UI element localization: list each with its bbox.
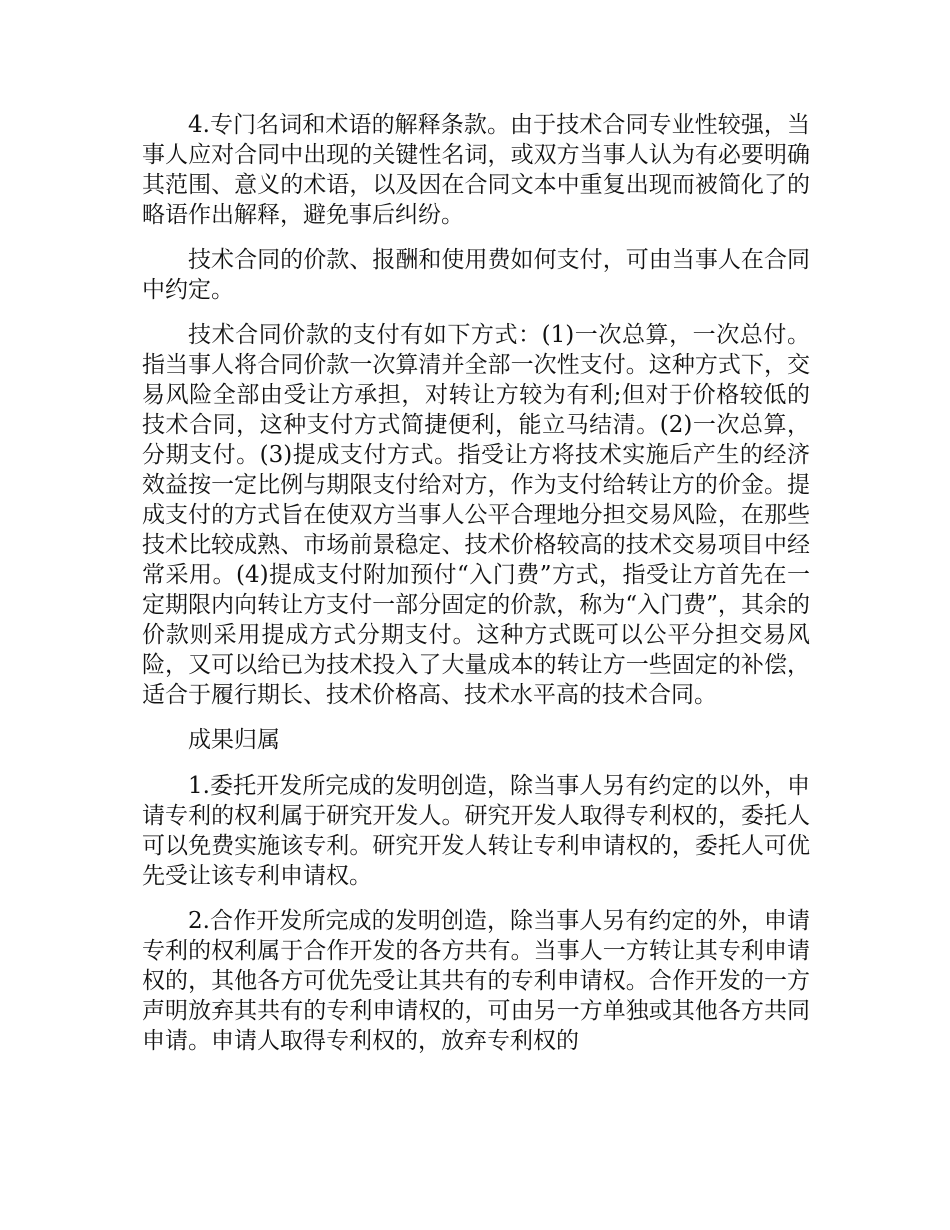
paragraph-payment-methods: 技术合同价款的支付有如下方式：(1)一次总算，一次总付。指当事人将合同价款一次算清并全部一次性支付。这种方式下，交易风险全部由受让方承担，对转让方较为有利;但对于价格较低的技术合同，这种支付方式简捷便利，能立马结清。(2)一次总算，分期支付。(3)提成支付方式。指受让方将技术实施后产生的经济效益按一定比例与期限支付给对方，作为支付给转让方的价金。提成支付的方式旨在使双方当事人公平合理地分担交易风险，在那些技术比较成熟、市场前景稳定、技术价格较高的技术交易项目中经常采用。(4)提成支付附加预付“入门费”方式，指受让方首先在一定期限内向转让方支付一部分固定的价款，称为“入门费”，其余的价款则采用提成方式分期支付。这种方式既可以公平分担交易风险，又可以给已为技术投入了大量成本的转让方一些固定的补偿，适合于履行期长、技术价格高、技术水平高的技术合同。: [142, 322, 810, 708]
paragraph-cooperative-development: 2.合作开发所完成的发明创造，除当事人另有约定的外，申请专利的权利属于合作开发的各方共有。当事人一方转让其专利申请权的，其他各方可优先受让其共有的专利申请权。合作开发的一方声明放弃其共有的专利申请权的，可由另一方单独或其他各方共同申请。申请人取得专利权的，放弃专利权的: [142, 908, 810, 1054]
section-heading-ownership: 成果归属: [188, 727, 280, 753]
document-body: [142, 110, 810, 1071]
paragraph-term-definitions: 4.专门名词和术语的解释条款。由于技术合同专业性较强，当事人应对合同中出现的关键性名词，或双方当事人认为有必要明确其范围、意义的术语，以及因在合同文本中重复出现而被简化了的略语作出解释，避免事后纠纷。: [142, 112, 810, 228]
paragraph-payment-agreement: 技术合同的价款、报酬和使用费如何支付，可由当事人在合同中约定。: [142, 247, 810, 303]
paragraph-commissioned-development: 1.委托开发所完成的发明创造，除当事人另有约定的以外，申请专利的权利属于研究开发人。研究开发人取得专利权的，委托人可以免费实施该专利。研究开发人转让专利申请权的，委托人可优先受让该专利申请权。: [142, 773, 810, 889]
